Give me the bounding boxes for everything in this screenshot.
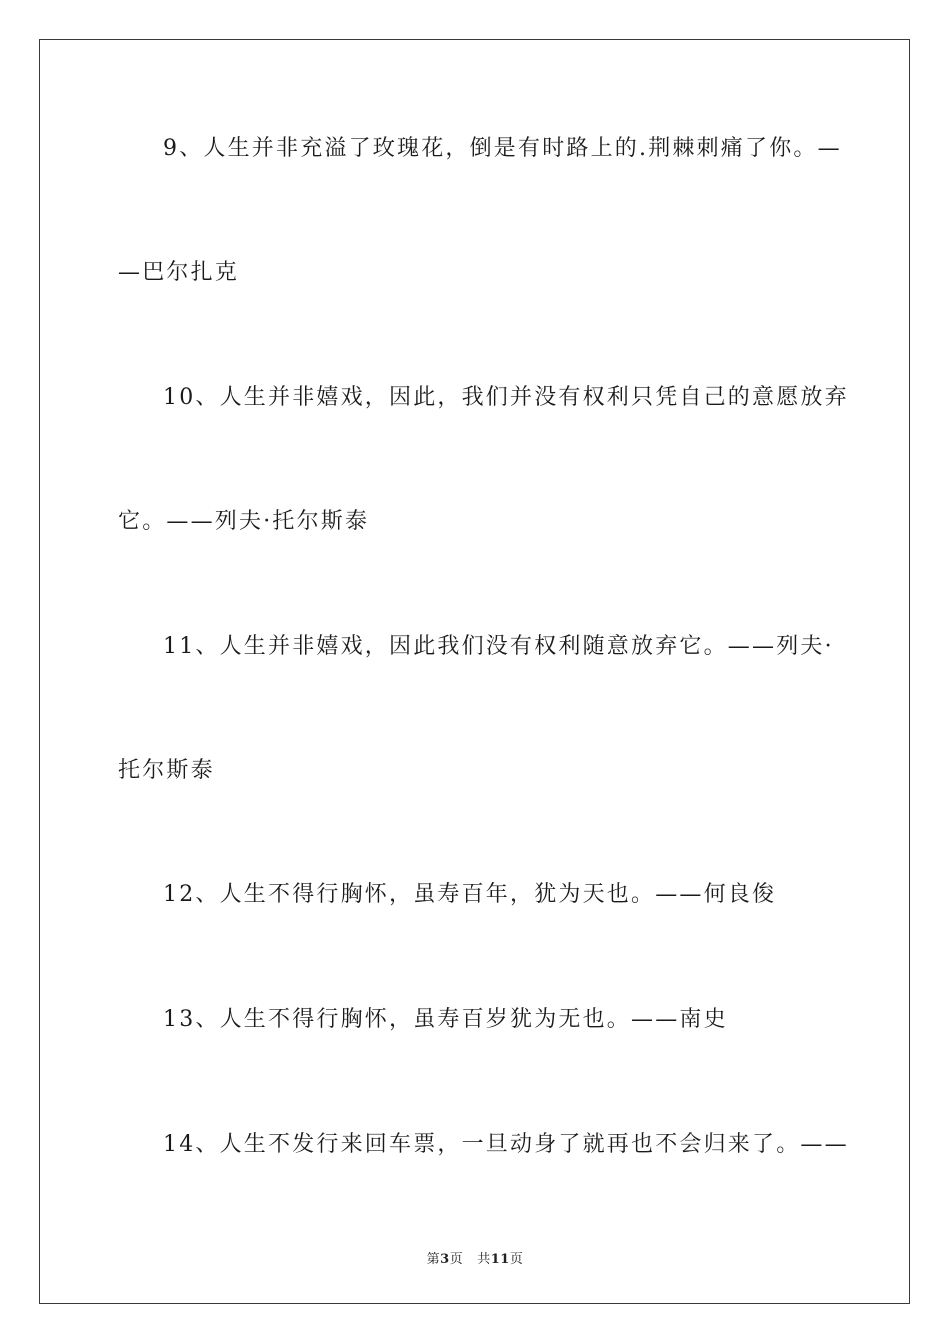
page-frame: [39, 39, 910, 1304]
quote-10-line-2: 它。——列夫·托尔斯泰: [118, 509, 370, 534]
quote-9-line-2: —巴尔扎克: [118, 260, 240, 285]
quote-12: 12、人生不得行胸怀，虽寿百年，犹为天也。——何良俊: [163, 882, 777, 907]
quote-14-line-1: 14、人生不发行来回车票，一旦动身了就再也不会归来了。——: [163, 1132, 849, 1157]
quote-10-line-1: 10、人生并非嬉戏，因此，我们并没有权利只凭自己的意愿放弃: [163, 385, 849, 410]
quote-11-line-2: 托尔斯泰: [118, 758, 215, 783]
page-suffix: 页: [449, 1252, 464, 1267]
page-prefix: 第: [426, 1252, 441, 1267]
quote-9-line-1: 9、人生并非充溢了玫瑰花，倒是有时路上的.荆棘刺痛了你。—: [163, 136, 842, 161]
quote-11-line-1: 11、人生并非嬉戏，因此我们没有权利随意放弃它。——列夫·: [163, 634, 834, 659]
total-suffix: 页: [509, 1252, 524, 1267]
page-footer: [0, 1248, 950, 1267]
page-number: 3: [440, 1252, 450, 1267]
total-pages: 11: [490, 1252, 510, 1267]
quote-13: 13、人生不得行胸怀，虽寿百岁犹为无也。——南史: [163, 1007, 728, 1032]
total-prefix: 共: [477, 1252, 491, 1267]
